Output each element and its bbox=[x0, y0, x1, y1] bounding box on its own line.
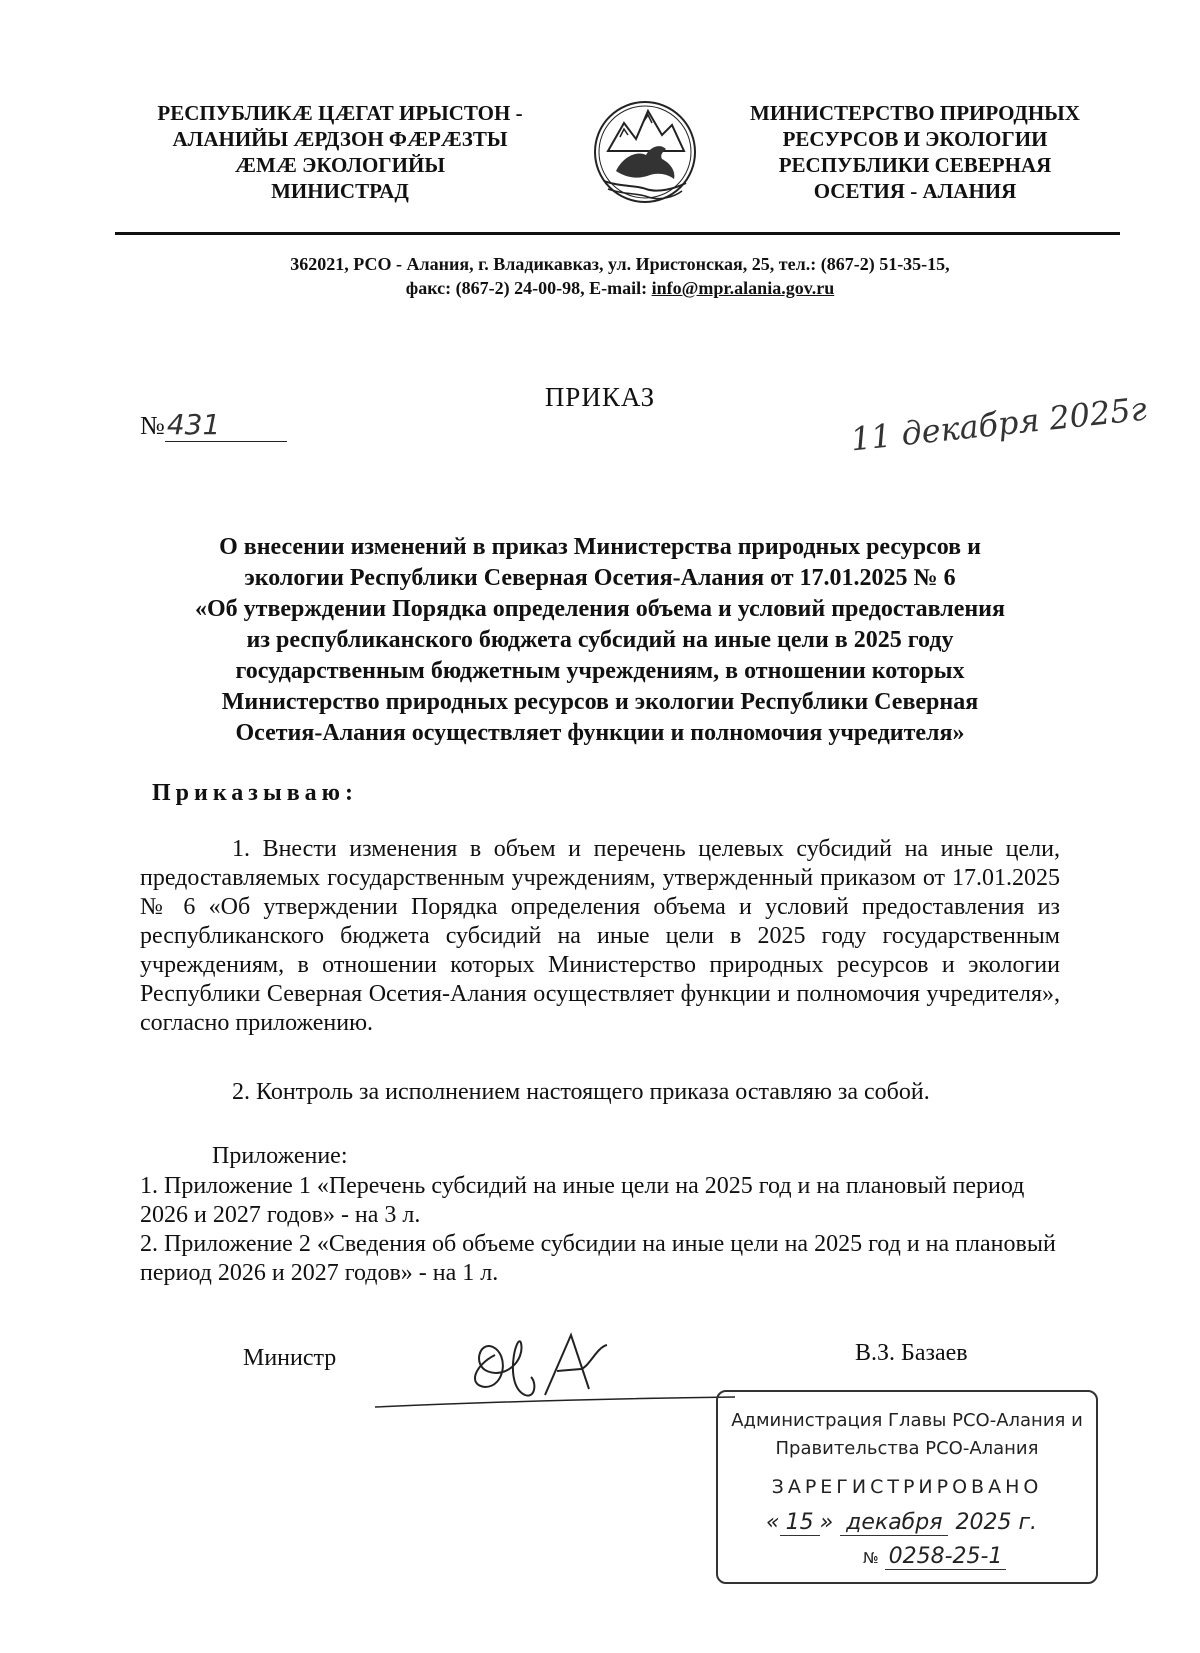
heading-line: Осетия-Алания осуществляет функции и полномочия учредителя» bbox=[235, 720, 965, 746]
stamp-date: « 15 » декабря 2025 г. bbox=[766, 1510, 1038, 1535]
heading-line: государственным бюджетным учреждениям, в отношении которых bbox=[235, 658, 965, 684]
header-left-org-name bbox=[125, 100, 555, 204]
email-link[interactable]: info@mpr.alania.gov.ru bbox=[651, 278, 835, 298]
stamp-number-value: 0258-25-1 bbox=[885, 1544, 1007, 1570]
heading-line: экологии Республики Северная Осетия-Алания от 17.01.2025 № 6 bbox=[244, 565, 956, 591]
header-divider bbox=[115, 232, 1120, 235]
heading-line: Министерство природных ресурсов и экологии Республики Северная bbox=[221, 689, 979, 715]
stamp-year-suffix: г. bbox=[1018, 1510, 1038, 1535]
address-line: 362021, РСО - Алания, г. Владикавказ, ул. Иристонская, 25, тел.: (867-2) 51-35-15, bbox=[290, 254, 950, 274]
order-heading bbox=[140, 532, 1060, 749]
stamp-date-year: 2025 bbox=[955, 1510, 1012, 1535]
paragraph-2: 2. Контроль за исполнением настоящего приказа оставляю за собой. bbox=[232, 1079, 930, 1105]
coat-of-arms-emblem-icon bbox=[590, 93, 700, 211]
attachment-item-1: 1. Приложение 1 «Перечень субсидий на иные цели на 2025 год и на плановый период 2026 и 2027 годов» - на 3 л. bbox=[140, 1173, 1025, 1228]
heading-line: «Об утверждении Порядка определения объема и условий предоставления bbox=[194, 596, 1005, 622]
document-type-title: ПРИКАЗ bbox=[544, 382, 656, 412]
stamp-registered: ЗАРЕГИСТРИРОВАНО bbox=[771, 1476, 1043, 1498]
header-right-org-name bbox=[735, 100, 1095, 204]
stamp-date-month: декабря bbox=[840, 1510, 948, 1536]
stamp-line-2: Правительства РСО-Алания bbox=[775, 1438, 1039, 1459]
heading-line: О внесении изменений в приказ Министерства природных ресурсов и bbox=[219, 534, 981, 560]
header-left-line: АЛАНИЙЫ ÆРДЗОН ФÆРÆЗТЫ bbox=[172, 127, 508, 151]
stamp-number-label: № bbox=[863, 1549, 879, 1567]
header-left-line: РЕСПУБЛИКÆ ЦÆГАТ ИРЫСТОН - bbox=[157, 101, 523, 125]
document-number bbox=[140, 408, 287, 442]
header-right-line: РЕСУРСОВ И ЭКОЛОГИИ bbox=[782, 127, 1048, 151]
attachments-title: Приложение: bbox=[212, 1143, 348, 1169]
stamp-date-day: 15 bbox=[780, 1510, 820, 1536]
contact-line bbox=[150, 276, 1090, 300]
stamp-number bbox=[863, 1544, 1006, 1569]
number-sign: № bbox=[140, 411, 165, 440]
paragraph-1: 1. Внести изменения в объем и перечень целевых субсидий на иные цели, предоставляемых государственным учреждениям, утвержденный приказом от 17.01.2025 № 6 «Об утверждении Порядка определения объема и условий предоставления из республиканского бюджета субсидий на иные цели в 2025 году государственным учреждениям, в отношении которых Министерство природных ресурсов и экологии Республики Северная Осетия-Алания осуществляет функции и полномочия учредителя», согласно приложению. bbox=[140, 836, 1060, 1036]
signatory-name: В.З. Базаев bbox=[855, 1340, 968, 1366]
address-block bbox=[150, 252, 1090, 300]
header-left-line: ÆМÆ ЭКОЛОГИЙЫ bbox=[235, 153, 445, 177]
handwritten-signature bbox=[375, 1325, 735, 1415]
header-right-line: РЕСПУБЛИКИ СЕВЕРНАЯ bbox=[778, 153, 1052, 177]
heading-line: из республиканского бюджета субсидий на иные цели в 2025 году bbox=[246, 627, 954, 653]
order-word: Приказываю: bbox=[152, 780, 358, 806]
header-right-line: ОСЕТИЯ - АЛАНИЯ bbox=[813, 179, 1017, 203]
registration-stamp bbox=[716, 1390, 1098, 1584]
date-handwritten: 11 декабря 2025г bbox=[848, 389, 1149, 459]
signatory-title: Министр bbox=[243, 1345, 337, 1371]
fax-text: факс: (867-2) 24-00-98, E-mail: bbox=[405, 278, 652, 298]
stamp-line-1: Администрация Главы РСО-Алания и bbox=[731, 1410, 1083, 1431]
header-right-line: МИНИСТЕРСТВО ПРИРОДНЫХ bbox=[750, 101, 1080, 125]
attachment-item-2: 2. Приложение 2 «Сведения об объеме субсидии на иные цели на 2025 год и на плановый период 2026 и 2027 годов» - на 1 л. bbox=[140, 1231, 1056, 1286]
header-left-line: МИНИСТРАД bbox=[271, 179, 409, 203]
number-handwritten: 431 bbox=[165, 408, 287, 442]
